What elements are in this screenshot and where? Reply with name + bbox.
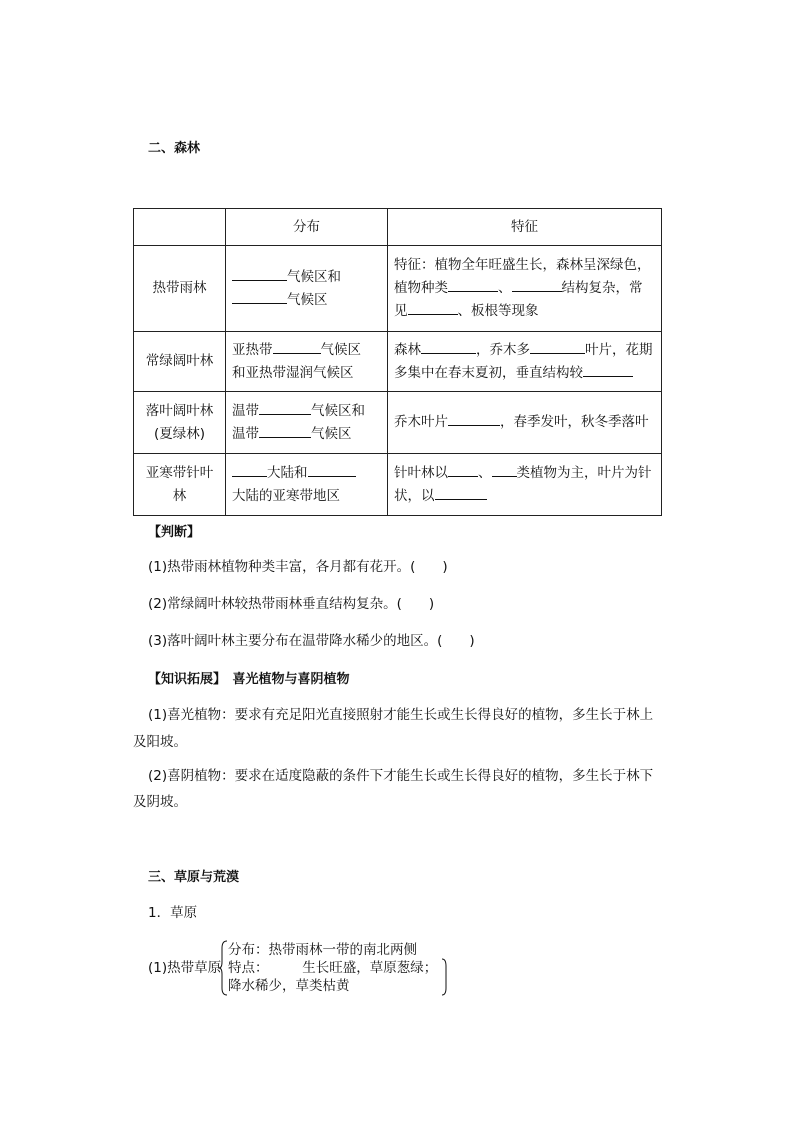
fill-blank[interactable] — [232, 266, 287, 281]
judge-item-1: (1)热带雨林植物种类丰富，各月都有花开。( ) — [148, 559, 448, 575]
fill-blank[interactable] — [232, 289, 287, 304]
savanna-dry-season: 降水稀少，草类枯黄 — [228, 978, 350, 994]
fill-blank[interactable] — [259, 423, 311, 438]
section-title-grassland: 三、草原与荒漠 — [148, 870, 240, 885]
table-row — [134, 332, 662, 392]
fill-blank[interactable] — [232, 462, 267, 477]
judge-item-3: (3)落叶阔叶林主要分布在温带降水稀少的地区。( ) — [148, 633, 475, 649]
row-dist-deciduous-broadleaf: 温带 气候区和 温带 气候区 — [226, 392, 388, 454]
row-dist-evergreen-broadleaf: 亚热带 气候区 和亚热带湿润气候区 — [226, 332, 388, 392]
fill-blank[interactable] — [448, 277, 498, 292]
fill-blank[interactable] — [448, 462, 478, 477]
savanna-features: 特点： 生长旺盛，草原葱绿； — [228, 960, 438, 976]
row-name-subarctic-conifer: 亚寒带针叶 林 — [134, 454, 226, 516]
extend-p2-line1: (2)喜阴植物：要求在适度隐蔽的条件下才能生长或生长得良好的植物，多生长于林下 — [148, 768, 654, 784]
fill-blank[interactable] — [448, 411, 500, 426]
row-feat-evergreen-broadleaf: 森林 ，乔木多 叶片，花期 多集中在春末夏初，垂直结构较 — [388, 332, 662, 392]
row-dist-tropical-rainforest: 气候区和 气候区 — [226, 246, 388, 332]
fill-blank[interactable] — [583, 362, 633, 377]
fill-blank[interactable] — [492, 462, 517, 477]
fill-blank[interactable] — [259, 400, 311, 415]
header-empty — [134, 209, 226, 246]
row-feat-tropical-rainforest: 特征：植物全年旺盛生长，森林呈深绿色， 植物种类 、 结构复杂，常 见 、板根等现象 — [388, 246, 662, 332]
right-brace-icon — [441, 958, 449, 996]
row-name-tropical-rainforest: 热带雨林 — [134, 246, 226, 332]
table-row — [134, 246, 662, 332]
section-title-forest: 二、森林 — [148, 141, 201, 156]
fill-blank[interactable] — [273, 339, 321, 354]
savanna-distribution: 分布：热带雨林一带的南北两侧 — [228, 942, 417, 958]
fill-blank[interactable] — [512, 277, 562, 292]
forest-table — [133, 208, 662, 516]
table-row — [134, 392, 662, 454]
row-dist-subarctic-conifer: 大陆和 大陆的亚寒带地区 — [226, 454, 388, 516]
fill-blank[interactable] — [308, 462, 356, 477]
extend-p1-line1: (1)喜光植物：要求有充足阳光直接照射才能生长或生长得良好的植物，多生长于林上 — [148, 707, 654, 723]
fill-blank[interactable] — [435, 485, 487, 500]
extend-title: 【知识拓展】 喜光植物与喜阴植物 — [148, 672, 350, 687]
fill-blank[interactable] — [530, 339, 585, 354]
judge-item-2: (2)常绿阔叶林较热带雨林垂直结构复杂。( ) — [148, 596, 435, 612]
row-name-evergreen-broadleaf: 常绿阔叶林 — [134, 332, 226, 392]
fill-blank[interactable] — [421, 339, 476, 354]
fill-blank[interactable] — [408, 300, 458, 315]
table-header-row — [134, 209, 662, 246]
row-feat-subarctic-conifer: 针叶林以 、 类植物为主，叶片为针 状，以 — [388, 454, 662, 516]
savanna-details — [228, 941, 437, 995]
extend-p1-line2: 及阳坡。 — [133, 734, 187, 750]
extend-p2-line2: 及阴坡。 — [133, 794, 187, 810]
header-features: 特征 — [388, 209, 662, 246]
table-row — [134, 454, 662, 516]
grassland-subtitle: 1．草原 — [148, 905, 198, 921]
savanna-label: (1)热带草原 — [148, 960, 222, 976]
header-distribution: 分布 — [226, 209, 388, 246]
judge-title: 【判断】 — [148, 525, 201, 540]
row-feat-deciduous-broadleaf: 乔木叶片 ，春季发叶，秋冬季落叶 — [388, 392, 662, 454]
row-name-deciduous-broadleaf: 落叶阔叶林 (夏绿林) — [134, 392, 226, 454]
